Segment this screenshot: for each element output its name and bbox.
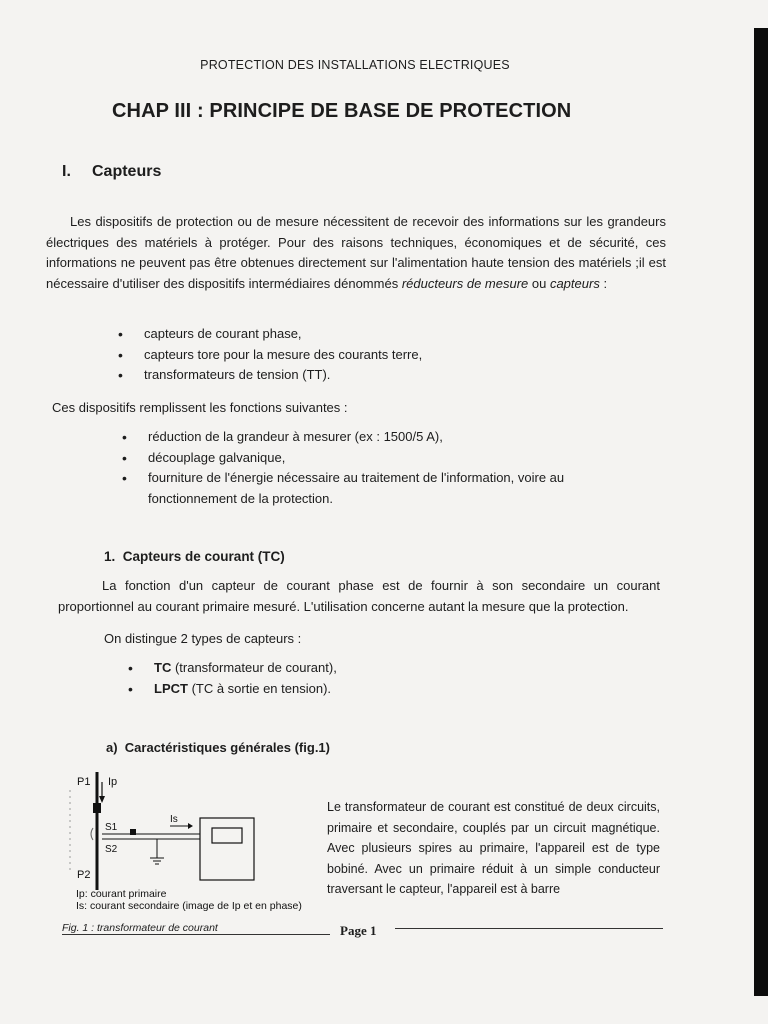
section-heading <box>62 163 161 181</box>
tc-types-list <box>128 658 528 699</box>
list-item: • capteurs tore pour la mesure des courants terre, <box>118 345 638 366</box>
is-arrow-head <box>188 823 193 829</box>
current-transformer-diagram <box>62 770 332 920</box>
tc-paragraph: La fonction d'un capteur de courant phase est de fournir à son secondaire un courant proportionnel au courant primaire mesuré. L'utilisation concerne autant la mesure que la protection. <box>58 578 660 614</box>
ip-label: Ip <box>108 776 118 788</box>
functions-list <box>122 427 592 509</box>
chapter-title: CHAP III : PRINCIPE DE BASE DE PROTECTION <box>112 100 572 122</box>
section-number: I. <box>62 163 71 180</box>
list-item: • capteurs de courant phase, <box>118 324 638 345</box>
transformer-paragraph: Le transformateur de courant est constitué de deux circuits, primaire et secondaire, couplés par un circuit magnétique. Avec plusieurs spires au primaire, l'appareil est de type bobiné. Avec un primaire réduit à un simple conducteur traversant le capteur, l'appareil est à barre <box>327 800 660 896</box>
p2-label: P2 <box>77 869 91 881</box>
list-item <box>128 679 528 700</box>
subsection-number: 1. <box>104 549 116 564</box>
legend-ip: Ip: courant primaire <box>76 888 167 900</box>
tc-type-name: LPCT <box>154 680 188 696</box>
subsection-title: Caractéristiques générales (fig.1) <box>124 740 330 755</box>
core-symbol <box>91 828 93 840</box>
distinguish-text: On distingue 2 types de capteurs : <box>104 631 302 646</box>
p1-label: P1 <box>77 776 91 788</box>
s1-label: S1 <box>105 822 118 833</box>
tc-type-desc: (TC à sortie en tension). <box>187 680 332 696</box>
relay-display <box>212 828 242 843</box>
page-number: Page 1 <box>340 923 377 938</box>
legend-is: Is: courant secondaire (image de Ip et en phase) <box>76 900 302 912</box>
footer-rule-left <box>62 934 330 935</box>
intro-text-3: : <box>599 275 608 291</box>
list-item: • réduction de la grandeur à mesurer (ex : 1500/5 A), <box>122 427 592 448</box>
functions-intro: Ces dispositifs remplissent les fonctions suivantes : <box>52 400 348 415</box>
sensor-types-list <box>118 324 638 386</box>
figure-caption: Fig. 1 : transformateur de courant <box>62 922 218 934</box>
list-item: • découplage galvanique, <box>122 448 592 469</box>
page-header: PROTECTION DES INSTALLATIONS ELECTRIQUES <box>200 58 510 72</box>
subsection-number: a) <box>106 740 118 755</box>
tc-type-desc: (transformateur de courant), <box>171 660 337 675</box>
tc-type-name: TC <box>154 660 172 675</box>
subsection-title: Capteurs de courant (TC) <box>122 549 285 564</box>
s2-label: S2 <box>105 844 118 855</box>
intro-paragraph <box>46 212 666 294</box>
intro-text-1: Les dispositifs de protection ou de mesure nécessitent de recevoir des informations sur les grandeurs électriques des matériels à protéger. Pour des raisons techniques, économiques et de sécurité, ces informations ne peuvent pas être obtenues directement sur l'alimentation haute tension des matériels ;il est nécessaire d'utiliser des dispositifs intermédiaires dénommés <box>46 214 666 291</box>
relay-box <box>200 818 254 880</box>
subsection-heading-1 <box>104 549 285 564</box>
is-label: Is <box>170 814 178 825</box>
list-item <box>128 658 528 679</box>
ip-arrow-head <box>99 796 105 803</box>
list-item: • fourniture de l'énergie nécessaire au traitement de l'information, voire au fonctionnement de la protection. <box>122 468 592 509</box>
intro-emphasis-2: capteurs <box>549 275 600 291</box>
footer-rule-right <box>395 928 663 929</box>
intro-text-2: ou <box>528 275 550 291</box>
list-item: • transformateurs de tension (TT). <box>118 365 638 386</box>
subsection-heading-a <box>106 740 330 755</box>
scan-edge-bar <box>754 28 768 996</box>
section-title: Capteurs <box>92 163 162 180</box>
primary-terminal <box>93 803 101 813</box>
intro-emphasis-1: réducteurs de mesure <box>401 275 529 291</box>
secondary-marker <box>130 829 136 835</box>
